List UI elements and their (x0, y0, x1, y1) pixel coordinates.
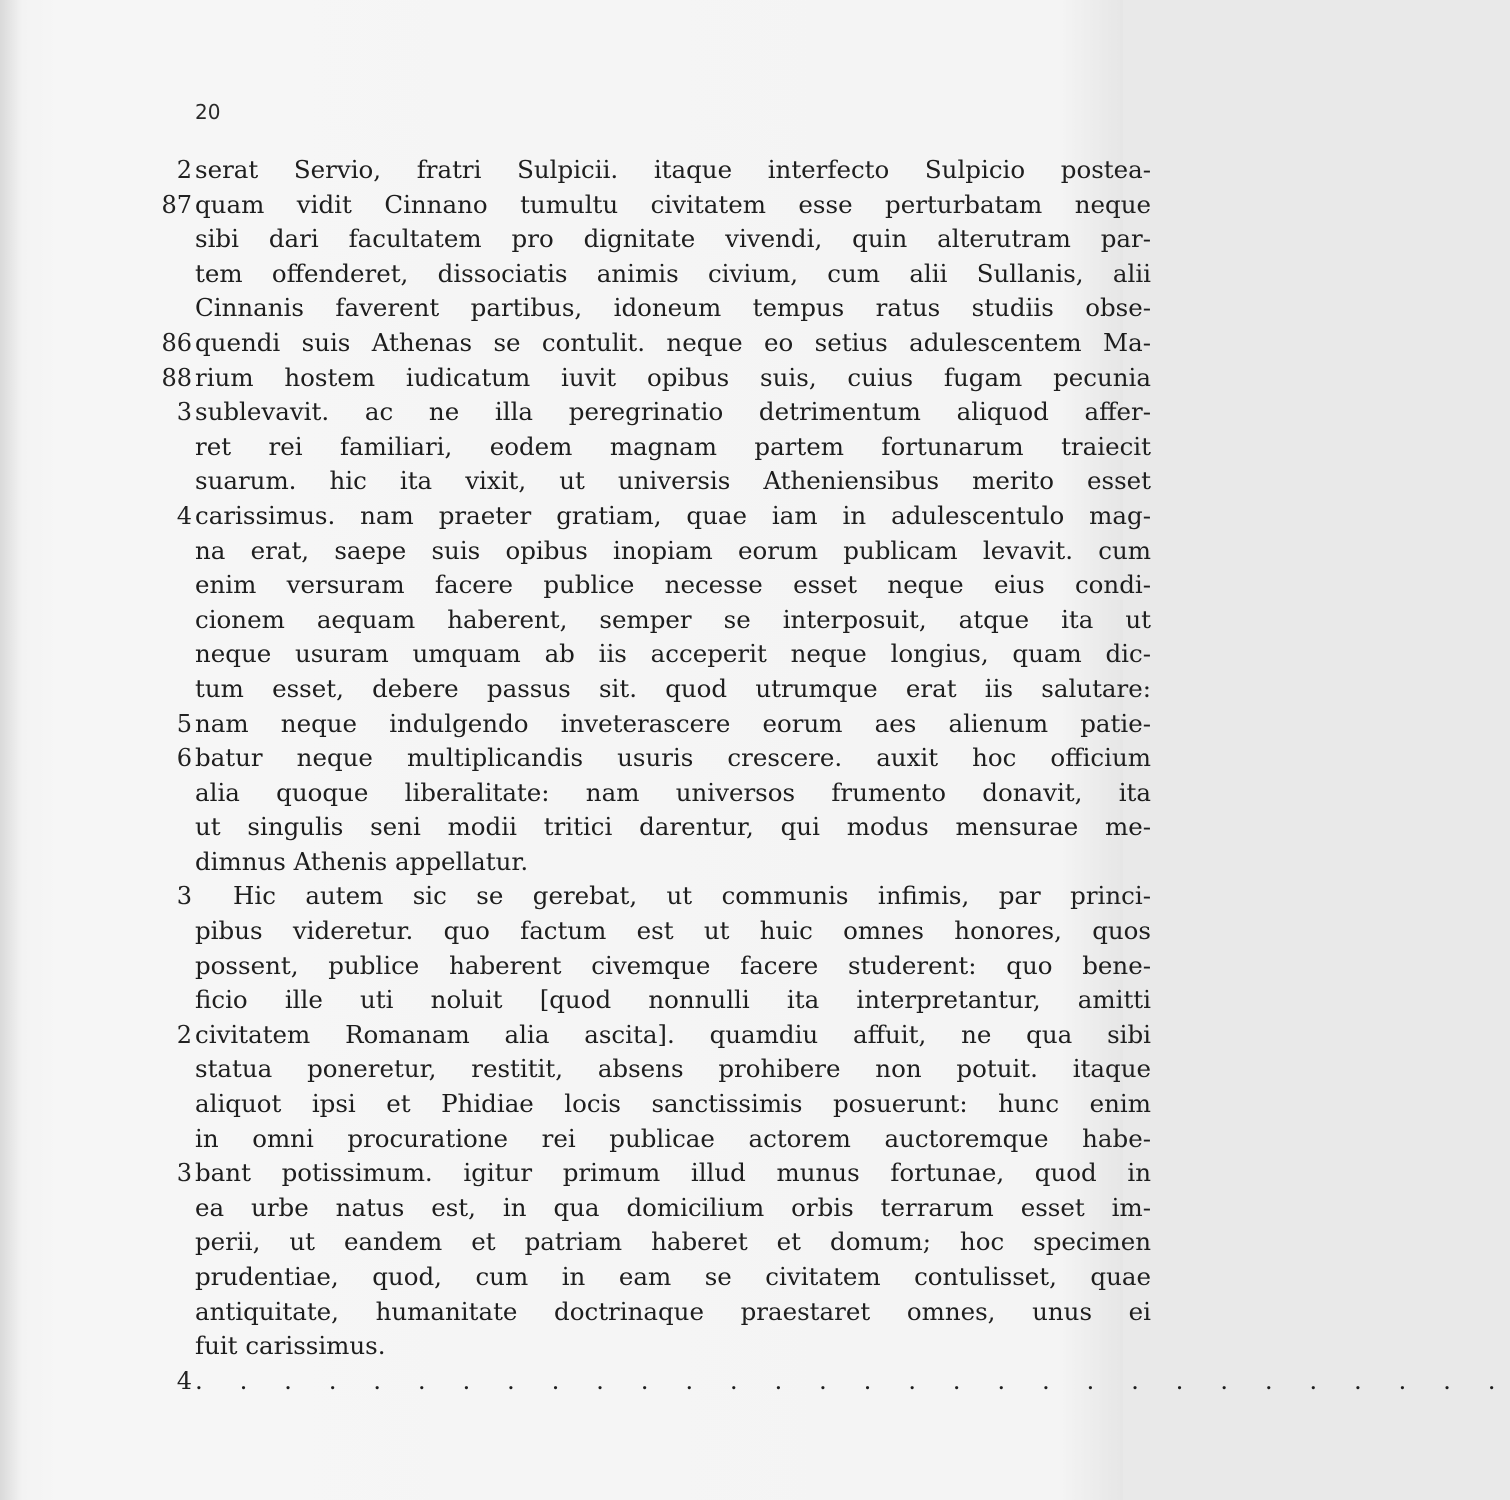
line-text: fuit carissimus. (195, 1331, 386, 1361)
line-text: batur neque multiplicandis usuris crescere. auxit hoc officium (195, 743, 1151, 773)
line-text: rium hostem iudicatum iuvit opibus suis, cuius fugam pecunia (195, 362, 1151, 392)
text-line (130, 222, 1151, 257)
text-line (130, 464, 1151, 499)
line-text: na erat, saepe suis opibus inopiam eorum publicam levavit. cum (195, 535, 1151, 565)
line-text: Cinnanis faverent partibus, idoneum tempus ratus studiis obse- (195, 293, 1151, 323)
text-line (130, 1156, 1151, 1191)
text-line (130, 153, 1151, 188)
text-line (130, 361, 1151, 396)
line-text: carissimus. nam praeter gratiam, quae iam in adulescentulo mag- (195, 500, 1151, 530)
line-text: civitatem Romanam alia ascita]. quamdiu affuit, ne qua sibi (195, 1019, 1151, 1049)
text-line (130, 188, 1151, 223)
text-line (130, 1122, 1151, 1157)
margin-number: 2 (176, 156, 192, 184)
line-text: quam vidit Cinnano tumultu civitatem esse perturbatam neque (195, 189, 1151, 219)
line-text: alia quoque liberalitate: nam universos frumento donavit, ita (195, 777, 1151, 807)
line-text: prudentiae, quod, cum in eam se civitatem contulisset, quae (195, 1262, 1151, 1291)
margin-number: 6 (176, 744, 192, 773)
line-text: bant potissimum. igitur primum illud munus fortunae, quod in (195, 1158, 1151, 1188)
line-text: aliquot ipsi et Phidiae locis sanctissimis posuerunt: hunc enim (195, 1089, 1151, 1119)
text-line (130, 326, 1151, 361)
margin-number: 3 (176, 398, 192, 427)
text-line (130, 741, 1151, 776)
text-line (130, 291, 1151, 326)
text-line (130, 1052, 1151, 1087)
line-text: possent, publice haberent civemque facere studerent: quo bene- (195, 950, 1151, 980)
line-text: neque usuram umquam ab iis acceperit neque longius, quam dic- (195, 639, 1151, 669)
line-text: ut singulis seni modii tritici darentur, qui modus mensurae me- (195, 812, 1151, 842)
line-text: ea urbe natus est, in qua domicilium orbis terrarum esset im- (195, 1192, 1151, 1222)
margin-number: 5 (176, 709, 192, 738)
text-line (130, 534, 1151, 569)
line-text: nam neque indulgendo inveterascere eorum aes alienum patie- (195, 708, 1151, 738)
line-text: perii, ut eandem et patriam haberet et domum; hoc specimen (195, 1227, 1151, 1257)
text-line (130, 879, 1151, 914)
text-line (130, 1018, 1151, 1053)
margin-number: 88 (161, 363, 192, 392)
line-text: statua poneretur, restitit, absens prohibere non potuit. itaque (195, 1054, 1151, 1084)
text-line (130, 499, 1151, 534)
line-text: pibus videretur. quo factum est ut huic omnes honores, quos (195, 916, 1151, 946)
text-line (130, 395, 1151, 430)
text-line (130, 776, 1151, 811)
line-text: enim versuram facere publice necesse esset neque eius condi- (195, 570, 1151, 600)
line-text: cionem aequam haberent, semper se interposuit, atque ita ut (195, 604, 1151, 634)
margin-number: 86 (161, 328, 192, 357)
line-text: ficio ille uti noluit [quod nonnulli ita interpretantur, amitti (195, 985, 1151, 1015)
text-line (130, 257, 1151, 292)
line-text: serat Servio, fratri Sulpicii. itaque interfecto Sulpicio postea- (195, 155, 1151, 184)
line-text: . . . . . . . . . . . . . . . . . . . . . . . . . . . . . . (195, 1365, 1510, 1395)
text-line (130, 603, 1151, 638)
text-line (130, 1225, 1151, 1260)
text-line (130, 810, 1151, 845)
margin-number: 3 (176, 882, 192, 911)
text-line (130, 430, 1151, 465)
text-line (130, 707, 1151, 742)
margin-number: 4 (176, 501, 192, 530)
text-line (130, 1260, 1151, 1295)
line-text: dimnus Athenis appellatur. (195, 846, 529, 876)
text-line (130, 1191, 1151, 1226)
text-line (130, 637, 1151, 672)
text-line (130, 914, 1151, 949)
text-line (130, 1087, 1151, 1122)
line-text: quendi suis Athenas se contulit. neque eo setius adulescentem Ma- (195, 327, 1151, 357)
line-text: suarum. hic ita vixit, ut universis Atheniensibus merito esset (195, 466, 1151, 496)
margin-number: 87 (161, 190, 192, 219)
margin-number: 3 (176, 1159, 192, 1188)
line-text: antiquitate, humanitate doctrinaque praestaret omnes, unus ei (195, 1296, 1151, 1326)
line-text: sublevavit. ac ne illa peregrinatio detrimentum aliquod affer- (195, 397, 1151, 427)
line-text: ret rei familiari, eodem magnam partem fortunarum traiecit (195, 431, 1151, 461)
page-number: 20 (195, 100, 221, 124)
latin-text-body (130, 153, 1510, 1398)
text-line (130, 568, 1151, 603)
text-line (130, 1295, 1151, 1330)
margin-number: 4 (176, 1366, 192, 1395)
text-line (130, 983, 1151, 1018)
final-leader-line (130, 1364, 1510, 1399)
line-text: in omni procuratione rei publicae actorem auctoremque habe- (195, 1123, 1151, 1153)
line-text: Hic autem sic se gerebat, ut communis infimis, par princi- (233, 881, 1151, 911)
line-text: tum esset, debere passus sit. quod utrumque erat iis salutare: (195, 673, 1151, 703)
text-line (130, 1329, 1130, 1364)
line-text: sibi dari facultatem pro dignitate vivendi, quin alterutram par- (195, 224, 1151, 254)
text-line (130, 672, 1151, 707)
text-line (130, 949, 1151, 984)
text-line (130, 845, 1130, 880)
line-text: tem offenderet, dissociatis animis civium, cum alii Sullanis, alii (195, 258, 1151, 288)
margin-number: 2 (176, 1020, 192, 1049)
